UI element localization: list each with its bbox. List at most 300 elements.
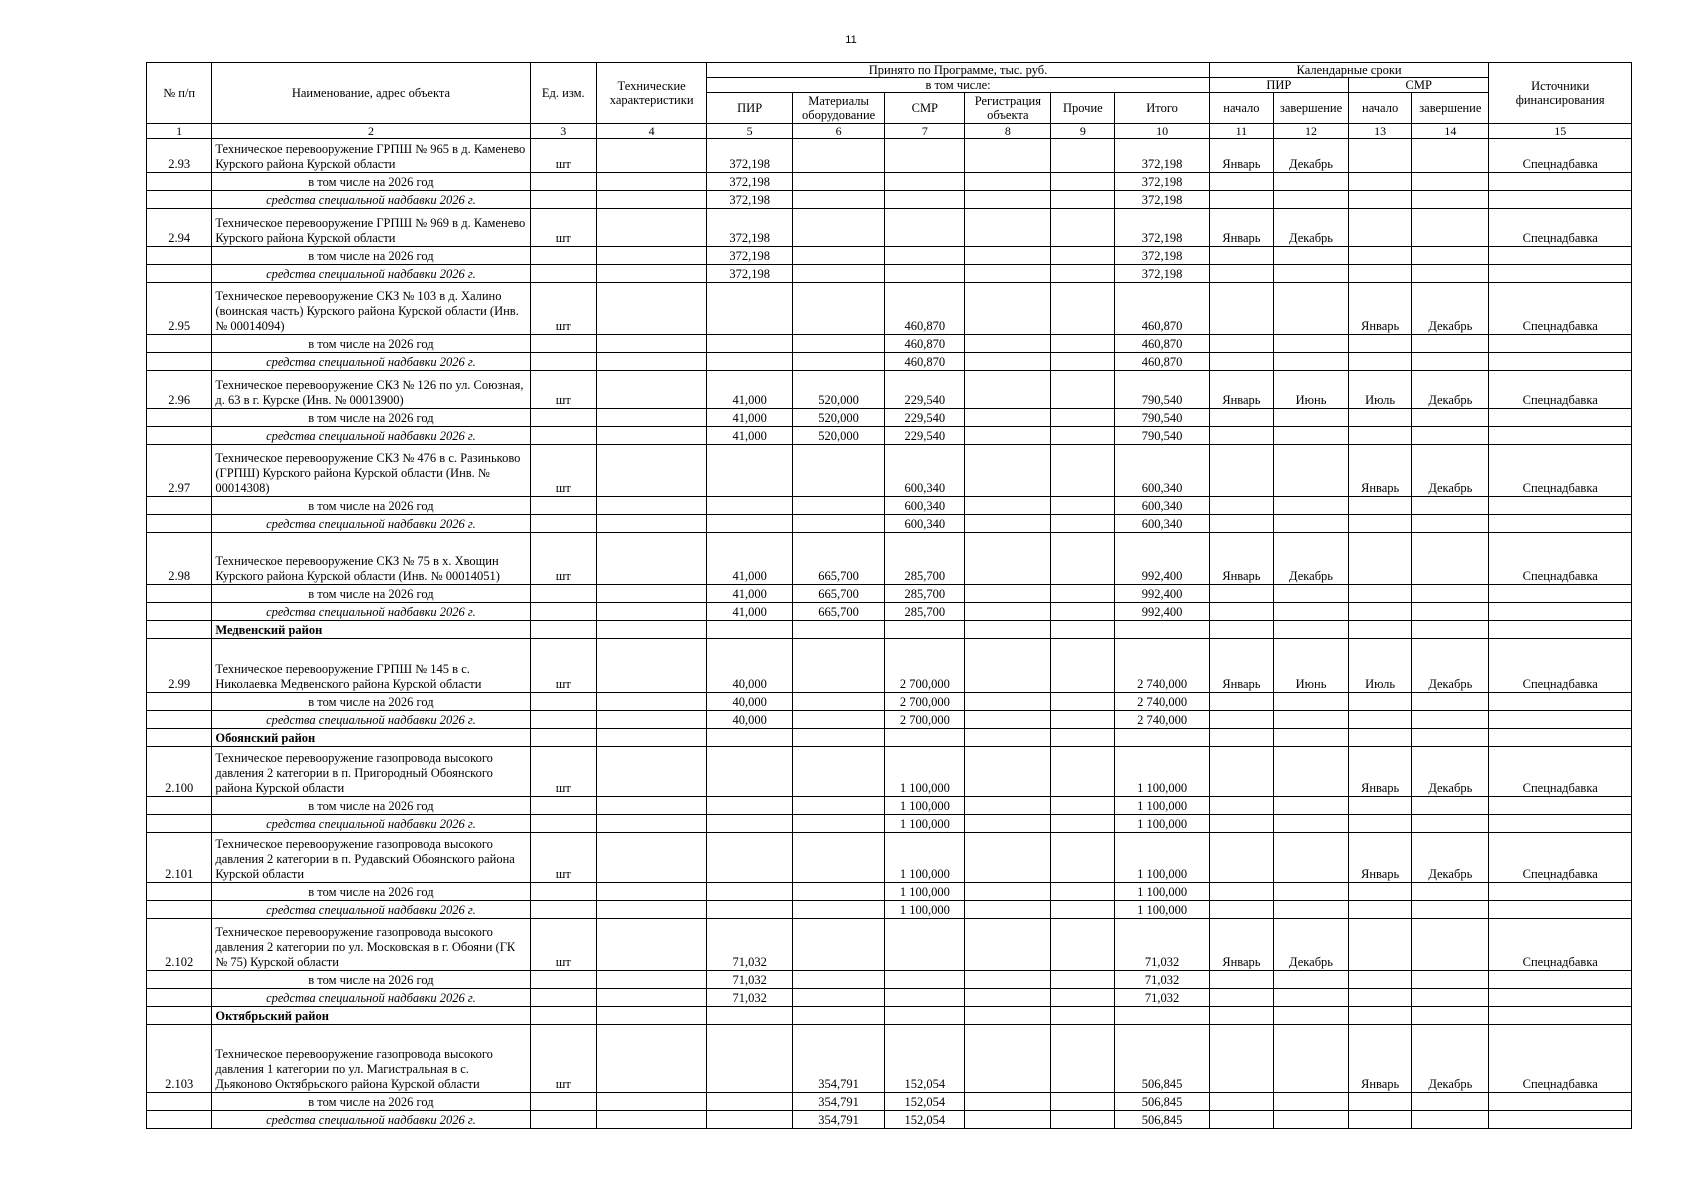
registration-value — [965, 515, 1051, 533]
other-value — [1051, 747, 1115, 797]
empty-cell — [1349, 883, 1412, 901]
empty-cell — [1209, 693, 1273, 711]
object-number: 2.98 — [147, 533, 212, 585]
year-label: в том числе на 2026 год — [212, 971, 530, 989]
materials-value — [793, 919, 885, 971]
total-value: 1 100,000 — [1115, 815, 1209, 833]
empty-cell — [793, 621, 885, 639]
materials-value — [793, 353, 885, 371]
unit-cell — [530, 497, 596, 515]
materials-value: 665,700 — [793, 585, 885, 603]
smr-value: 229,540 — [885, 371, 965, 409]
unit-cell — [530, 191, 596, 209]
tech-cell — [596, 409, 706, 427]
smr-start — [1349, 919, 1412, 971]
smr-value: 600,340 — [885, 515, 965, 533]
unit-cell — [530, 1093, 596, 1111]
empty-cell — [1349, 497, 1412, 515]
empty-cell — [1412, 883, 1489, 901]
pir-value: 41,000 — [707, 371, 793, 409]
funding-source: Спецнадбавка — [1489, 747, 1632, 797]
fund-row — [147, 353, 1632, 371]
object-number: 2.94 — [147, 209, 212, 247]
other-value — [1051, 971, 1115, 989]
num-cell — [147, 711, 212, 729]
object-name: Техническое перевооружение ГРПШ № 145 в с. Николаевка Медвенского района Курской области — [212, 639, 530, 693]
other-value — [1051, 497, 1115, 515]
empty-cell — [1489, 797, 1632, 815]
district-row — [147, 621, 1632, 639]
fund-label: средства специальной надбавки 2026 г. — [212, 1111, 530, 1129]
registration-value — [965, 335, 1051, 353]
registration-value — [965, 1025, 1051, 1093]
pir-value — [707, 1093, 793, 1111]
fund-row — [147, 603, 1632, 621]
other-value — [1051, 265, 1115, 283]
unit-cell: шт — [530, 139, 596, 173]
total-value: 1 100,000 — [1115, 833, 1209, 883]
empty-cell — [1209, 515, 1273, 533]
pir-end: Декабрь — [1274, 139, 1349, 173]
tech-cell — [596, 797, 706, 815]
empty-cell — [1349, 1111, 1412, 1129]
empty-cell — [1349, 353, 1412, 371]
smr-end: Декабрь — [1412, 639, 1489, 693]
smr-value: 285,700 — [885, 603, 965, 621]
empty-cell — [1209, 497, 1273, 515]
materials-value — [793, 747, 885, 797]
smr-value — [885, 265, 965, 283]
empty-cell — [707, 729, 793, 747]
unit-cell — [530, 515, 596, 533]
total-value: 71,032 — [1115, 989, 1209, 1007]
empty-cell — [1412, 729, 1489, 747]
year-label: в том числе на 2026 год — [212, 585, 530, 603]
empty-cell — [1412, 515, 1489, 533]
fund-row — [147, 191, 1632, 209]
smr-start — [1349, 209, 1412, 247]
year-row — [147, 971, 1632, 989]
total-value: 460,870 — [1115, 283, 1209, 335]
fund-row — [147, 427, 1632, 445]
pir-value: 41,000 — [707, 603, 793, 621]
materials-value — [793, 139, 885, 173]
total-value: 1 100,000 — [1115, 797, 1209, 815]
district-name: Обоянский район — [212, 729, 530, 747]
total-value: 2 740,000 — [1115, 693, 1209, 711]
smr-start: Январь — [1349, 1025, 1412, 1093]
unit-cell — [530, 353, 596, 371]
num-cell — [147, 265, 212, 283]
num-cell — [147, 603, 212, 621]
pir-start — [1209, 747, 1273, 797]
empty-cell — [1115, 729, 1209, 747]
other-value — [1051, 209, 1115, 247]
pir-value — [707, 883, 793, 901]
empty-cell — [1489, 497, 1632, 515]
object-row — [147, 919, 1632, 971]
other-value — [1051, 283, 1115, 335]
year-row — [147, 797, 1632, 815]
empty-cell — [1349, 711, 1412, 729]
fund-row — [147, 265, 1632, 283]
tech-cell — [596, 335, 706, 353]
header-name: Наименование, адрес объекта — [212, 63, 530, 124]
tech-cell — [596, 209, 706, 247]
total-value: 372,198 — [1115, 209, 1209, 247]
num-cell — [147, 497, 212, 515]
unit-cell — [530, 693, 596, 711]
empty-cell — [1412, 1007, 1489, 1025]
object-name: Техническое перевооружение ГРПШ № 969 в д. Каменево Курского района Курской области — [212, 209, 530, 247]
smr-end — [1412, 919, 1489, 971]
materials-value — [793, 247, 885, 265]
empty-cell — [1349, 515, 1412, 533]
registration-value — [965, 711, 1051, 729]
total-value: 1 100,000 — [1115, 883, 1209, 901]
registration-value — [965, 833, 1051, 883]
empty-cell — [1051, 621, 1115, 639]
fund-row — [147, 711, 1632, 729]
empty-cell — [1349, 901, 1412, 919]
registration-value — [965, 533, 1051, 585]
district-num-cell — [147, 729, 212, 747]
pir-end — [1274, 833, 1349, 883]
object-row — [147, 445, 1632, 497]
header-num: № п/п — [147, 63, 212, 124]
total-value: 790,540 — [1115, 409, 1209, 427]
materials-value — [793, 283, 885, 335]
materials-value: 354,791 — [793, 1111, 885, 1129]
total-value: 71,032 — [1115, 971, 1209, 989]
empty-cell — [1412, 971, 1489, 989]
other-value — [1051, 335, 1115, 353]
empty-cell — [1274, 353, 1349, 371]
total-value: 372,198 — [1115, 139, 1209, 173]
district-num-cell — [147, 621, 212, 639]
num-cell — [147, 815, 212, 833]
empty-cell — [1489, 585, 1632, 603]
empty-cell — [1412, 427, 1489, 445]
smr-value: 152,054 — [885, 1025, 965, 1093]
smr-end — [1412, 533, 1489, 585]
year-row — [147, 335, 1632, 353]
other-value — [1051, 693, 1115, 711]
registration-value — [965, 427, 1051, 445]
tech-cell — [596, 497, 706, 515]
tech-cell — [596, 833, 706, 883]
other-value — [1051, 445, 1115, 497]
column-number-4: 4 — [596, 124, 706, 139]
year-row — [147, 497, 1632, 515]
other-value — [1051, 901, 1115, 919]
empty-cell — [1412, 711, 1489, 729]
total-value: 600,340 — [1115, 497, 1209, 515]
empty-cell — [1209, 409, 1273, 427]
total-value: 506,845 — [1115, 1093, 1209, 1111]
column-number-3: 3 — [530, 124, 596, 139]
other-value — [1051, 139, 1115, 173]
materials-value — [793, 971, 885, 989]
pir-end — [1274, 747, 1349, 797]
program-table — [146, 62, 1632, 1129]
smr-end: Декабрь — [1412, 445, 1489, 497]
year-label: в том числе на 2026 год — [212, 1093, 530, 1111]
total-value: 790,540 — [1115, 371, 1209, 409]
other-value — [1051, 353, 1115, 371]
smr-start: Январь — [1349, 283, 1412, 335]
materials-value — [793, 191, 885, 209]
unit-cell — [530, 265, 596, 283]
table-header — [147, 63, 1632, 139]
empty-cell — [1489, 1111, 1632, 1129]
empty-cell — [1412, 815, 1489, 833]
registration-value — [965, 265, 1051, 283]
empty-cell — [1349, 729, 1412, 747]
num-cell — [147, 409, 212, 427]
empty-cell — [1349, 247, 1412, 265]
district-row — [147, 729, 1632, 747]
smr-start: Январь — [1349, 833, 1412, 883]
header-sources: Источники финансирования — [1489, 63, 1632, 124]
total-value: 460,870 — [1115, 353, 1209, 371]
empty-cell — [1489, 515, 1632, 533]
empty-cell — [1274, 191, 1349, 209]
object-number: 2.101 — [147, 833, 212, 883]
pir-end: Июнь — [1274, 371, 1349, 409]
smr-value: 1 100,000 — [885, 815, 965, 833]
pir-value: 372,198 — [707, 247, 793, 265]
other-value — [1051, 639, 1115, 693]
total-value: 992,400 — [1115, 585, 1209, 603]
pir-value: 71,032 — [707, 989, 793, 1007]
smr-value: 285,700 — [885, 585, 965, 603]
empty-cell — [1274, 901, 1349, 919]
smr-end — [1412, 139, 1489, 173]
unit-cell: шт — [530, 1025, 596, 1093]
header-unit: Ед. изм. — [530, 63, 596, 124]
other-value — [1051, 919, 1115, 971]
object-number: 2.100 — [147, 747, 212, 797]
empty-cell — [1274, 797, 1349, 815]
unit-cell: шт — [530, 445, 596, 497]
empty-cell — [1489, 711, 1632, 729]
empty-cell — [1274, 1111, 1349, 1129]
other-value — [1051, 191, 1115, 209]
funding-source: Спецнадбавка — [1489, 919, 1632, 971]
materials-value — [793, 883, 885, 901]
empty-cell — [1274, 1007, 1349, 1025]
column-number-10: 10 — [1115, 124, 1209, 139]
fund-row — [147, 1111, 1632, 1129]
num-cell — [147, 353, 212, 371]
empty-cell — [1412, 621, 1489, 639]
other-value — [1051, 603, 1115, 621]
empty-cell — [1209, 989, 1273, 1007]
empty-cell — [885, 621, 965, 639]
tech-cell — [596, 693, 706, 711]
tech-cell — [596, 427, 706, 445]
materials-value — [793, 711, 885, 729]
empty-cell — [707, 621, 793, 639]
empty-cell — [1349, 409, 1412, 427]
page-number: 11 — [845, 34, 857, 46]
header-pir-start: начало — [1209, 93, 1273, 124]
unit-cell: шт — [530, 833, 596, 883]
num-cell — [147, 1093, 212, 1111]
empty-cell — [1349, 971, 1412, 989]
funding-source: Спецнадбавка — [1489, 833, 1632, 883]
empty-cell — [1412, 191, 1489, 209]
header-cal-pir: ПИР — [1209, 78, 1348, 93]
smr-end — [1412, 209, 1489, 247]
smr-value: 1 100,000 — [885, 797, 965, 815]
materials-value — [793, 515, 885, 533]
materials-value — [793, 265, 885, 283]
unit-cell: шт — [530, 371, 596, 409]
empty-cell — [1349, 335, 1412, 353]
empty-cell — [1349, 265, 1412, 283]
unit-cell: шт — [530, 283, 596, 335]
column-number-6: 6 — [793, 124, 885, 139]
tech-cell — [596, 815, 706, 833]
pir-start — [1209, 283, 1273, 335]
other-value — [1051, 515, 1115, 533]
other-value — [1051, 1025, 1115, 1093]
year-row — [147, 585, 1632, 603]
pir-end: Декабрь — [1274, 919, 1349, 971]
tech-cell — [596, 283, 706, 335]
smr-end: Декабрь — [1412, 1025, 1489, 1093]
object-number: 2.97 — [147, 445, 212, 497]
column-number-5: 5 — [707, 124, 793, 139]
materials-value — [793, 173, 885, 191]
pir-end — [1274, 1025, 1349, 1093]
tech-cell — [596, 191, 706, 209]
other-value — [1051, 883, 1115, 901]
empty-cell — [1489, 901, 1632, 919]
pir-end — [1274, 445, 1349, 497]
registration-value — [965, 191, 1051, 209]
funding-source: Спецнадбавка — [1489, 639, 1632, 693]
smr-value: 1 100,000 — [885, 883, 965, 901]
empty-cell — [1209, 711, 1273, 729]
materials-value — [793, 497, 885, 515]
pir-value — [707, 901, 793, 919]
year-label: в том числе на 2026 год — [212, 693, 530, 711]
fund-label: средства специальной надбавки 2026 г. — [212, 265, 530, 283]
smr-value: 460,870 — [885, 353, 965, 371]
empty-cell — [1489, 815, 1632, 833]
header-accepted: Принято по Программе, тыс. руб. — [707, 63, 1209, 78]
pir-start — [1209, 1025, 1273, 1093]
fund-label: средства специальной надбавки 2026 г. — [212, 711, 530, 729]
unit-cell — [530, 1111, 596, 1129]
header-tech: Технические характеристики — [596, 63, 706, 124]
empty-cell — [1274, 729, 1349, 747]
table-body — [147, 139, 1632, 1129]
empty-cell — [1209, 585, 1273, 603]
object-row — [147, 533, 1632, 585]
year-row — [147, 1093, 1632, 1111]
header-other: Прочие — [1051, 93, 1115, 124]
registration-value — [965, 497, 1051, 515]
column-number-12: 12 — [1274, 124, 1349, 139]
empty-cell — [1209, 1111, 1273, 1129]
empty-cell — [793, 1007, 885, 1025]
header-including: в том числе: — [707, 78, 1209, 93]
empty-cell — [1349, 815, 1412, 833]
object-row — [147, 1025, 1632, 1093]
pir-start — [1209, 445, 1273, 497]
empty-cell — [530, 1007, 596, 1025]
header-cal-smr: СМР — [1349, 78, 1489, 93]
object-number: 2.96 — [147, 371, 212, 409]
empty-cell — [1489, 729, 1632, 747]
other-value — [1051, 833, 1115, 883]
pir-value: 40,000 — [707, 693, 793, 711]
object-name: Техническое перевооружение газопровода высокого давления 1 категории по ул. Магистральная в с. Дьяконово Октябрьского района Курской области — [212, 1025, 530, 1093]
unit-cell — [530, 883, 596, 901]
fund-label: средства специальной надбавки 2026 г. — [212, 603, 530, 621]
empty-cell — [885, 1007, 965, 1025]
empty-cell — [1209, 621, 1273, 639]
registration-value — [965, 209, 1051, 247]
unit-cell — [530, 585, 596, 603]
total-value: 992,400 — [1115, 603, 1209, 621]
tech-cell — [596, 515, 706, 533]
empty-cell — [1209, 1007, 1273, 1025]
smr-value — [885, 191, 965, 209]
header-materials: Материалы оборудование — [793, 93, 885, 124]
smr-start: Январь — [1349, 747, 1412, 797]
header-smr-end: завершение — [1412, 93, 1489, 124]
smr-value: 152,054 — [885, 1093, 965, 1111]
registration-value — [965, 1093, 1051, 1111]
object-row — [147, 747, 1632, 797]
registration-value — [965, 971, 1051, 989]
smr-start — [1349, 139, 1412, 173]
tech-cell — [596, 639, 706, 693]
year-row — [147, 173, 1632, 191]
column-number-11: 11 — [1209, 124, 1273, 139]
funding-source: Спецнадбавка — [1489, 371, 1632, 409]
smr-start: Январь — [1349, 445, 1412, 497]
materials-value — [793, 797, 885, 815]
other-value — [1051, 1111, 1115, 1129]
empty-cell — [1274, 1093, 1349, 1111]
empty-cell — [965, 621, 1051, 639]
pir-value — [707, 445, 793, 497]
header-registration: Регистрация объекта — [965, 93, 1051, 124]
column-number-1: 1 — [147, 124, 212, 139]
object-row — [147, 283, 1632, 335]
fund-label: средства специальной надбавки 2026 г. — [212, 515, 530, 533]
empty-cell — [1349, 989, 1412, 1007]
registration-value — [965, 603, 1051, 621]
pir-value — [707, 335, 793, 353]
header-smr-start: начало — [1349, 93, 1412, 124]
column-number-9: 9 — [1051, 124, 1115, 139]
pir-value — [707, 815, 793, 833]
empty-cell — [530, 621, 596, 639]
empty-cell — [1412, 265, 1489, 283]
empty-cell — [1489, 427, 1632, 445]
empty-cell — [1274, 883, 1349, 901]
empty-cell — [1274, 515, 1349, 533]
pir-end: Декабрь — [1274, 533, 1349, 585]
num-cell — [147, 515, 212, 533]
